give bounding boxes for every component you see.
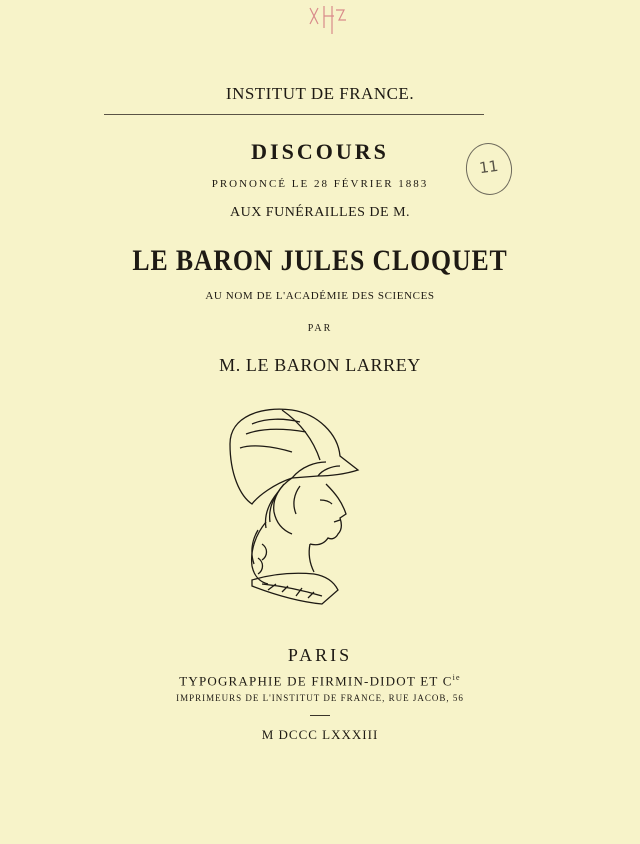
stamp-number: 11 xyxy=(478,156,500,178)
imprint-printer xyxy=(0,673,640,689)
author-name: M. LE BARON LARREY xyxy=(219,355,421,375)
header-divider xyxy=(104,114,484,115)
imprint-divider xyxy=(310,715,330,716)
title-date-line: PRONONCÉ LE 28 FÉVRIER 1883 xyxy=(211,178,429,190)
athena-helmet-bust-icon xyxy=(222,404,362,609)
printer-name: TYPOGRAPHIE DE FIRMIN-DIDOT ET C xyxy=(179,673,453,689)
by-label: PAR xyxy=(307,323,333,334)
imprint-city: PARIS xyxy=(287,645,353,665)
title-academy-line: AU NOM DE L'ACADÉMIE DES SCIENCES xyxy=(205,290,435,302)
handwritten-mark-icon xyxy=(306,2,350,38)
printer-suffix: ie xyxy=(452,673,461,682)
subject-name: LE BARON JULES CLOQUET xyxy=(132,244,508,277)
imprint-address: IMPRIMEURS DE L'INSTITUT DE FRANCE, RUE JACOB, 56 xyxy=(176,693,464,703)
institution-heading: INSTITUT DE FRANCE. xyxy=(225,84,415,103)
imprint-year: M DCCC LXXXIII xyxy=(261,727,379,742)
title-occasion-line: AUX FUNÉRAILLES DE M. xyxy=(229,205,411,220)
document-title: DISCOURS xyxy=(251,139,389,164)
